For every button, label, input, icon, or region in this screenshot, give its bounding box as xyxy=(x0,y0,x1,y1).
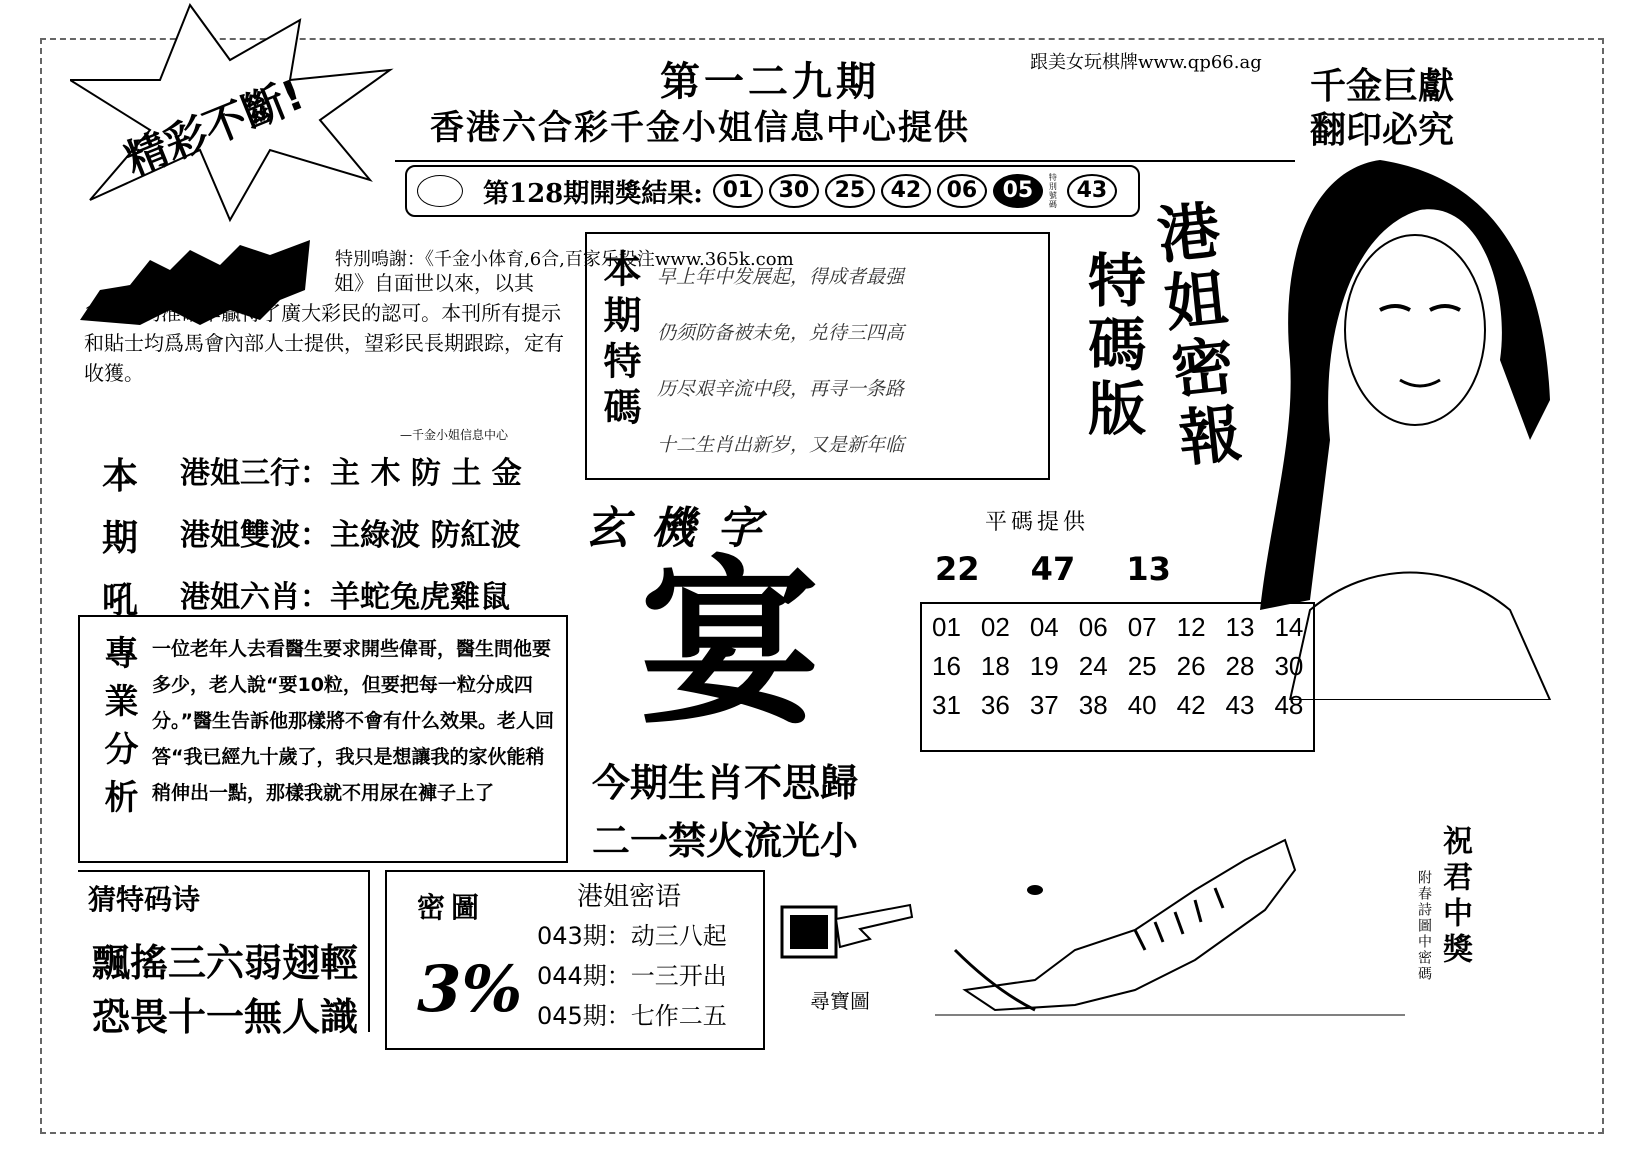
hint-label: 港姐雙波： xyxy=(180,518,330,553)
number-grid-row xyxy=(922,647,1313,686)
secret-row: 045期：七作二五 xyxy=(537,1002,727,1030)
number-grid-cell: 14 xyxy=(1274,612,1304,642)
treasure-label: 尋寶圖 xyxy=(810,989,870,1013)
result-number: 06 xyxy=(937,174,987,208)
intro-line-1: 特別鳴謝：《千金小体育,6合,百家乐投注www.365k.com xyxy=(335,249,794,270)
lottery-logo-icon xyxy=(417,175,463,207)
hints-list xyxy=(180,443,522,629)
poem-line: 十二生肖出新岁，又是新年临 xyxy=(657,434,905,456)
blessing-text: 祝君中獎 xyxy=(1437,825,1472,969)
secret-row: 043期：动三八起 xyxy=(537,922,727,950)
banner-text: 精彩不斷! xyxy=(118,69,311,186)
number-grid-cell: 26 xyxy=(1176,651,1206,681)
hint-value: 主 木 防 土 金 xyxy=(330,456,522,491)
secret-pic-label: 密圖 xyxy=(417,891,486,924)
special-number: 43 xyxy=(1067,174,1117,208)
number-grid-cell: 40 xyxy=(1127,690,1157,720)
number-grid-cell: 04 xyxy=(1029,612,1059,642)
result-bar-rule xyxy=(395,160,1295,162)
number-grid-cell: 43 xyxy=(1225,690,1255,720)
tiger-archer-image xyxy=(935,830,1405,1030)
number-grid-cell: 31 xyxy=(932,690,961,720)
result-bar xyxy=(405,165,1140,217)
flat-code-number: 22 xyxy=(935,550,980,588)
poem-box-title: 猜特码诗 xyxy=(88,883,201,916)
number-grid-cell: 28 xyxy=(1225,651,1255,681)
number-grid-cell: 02 xyxy=(980,612,1010,642)
special-code-title: 本期特碼 xyxy=(597,249,642,433)
zodiac-line-1: 今期生肖不思歸 xyxy=(592,761,859,805)
section-label-char: 期 xyxy=(102,517,139,559)
hint-value: 主綠波 防紅波 xyxy=(330,518,521,553)
result-number: 30 xyxy=(769,174,819,208)
flat-code-number: 47 xyxy=(1030,550,1076,588)
mystery-character: 宴 xyxy=(640,540,821,749)
provider-line: 香港六合彩千金小姐信息中心提供 xyxy=(430,108,970,148)
zodiac-line-2: 二一禁火流光小 xyxy=(592,819,859,863)
secret-pic-text: 3% xyxy=(417,952,523,1027)
number-grid-cell: 30 xyxy=(1274,651,1304,681)
poem-box-line-1: 飄搖三六弱翅輕 xyxy=(92,941,359,985)
hint-label: 港姐三行： xyxy=(180,456,330,491)
hint-row xyxy=(180,505,522,567)
issue-title: 第一二九期 xyxy=(660,58,880,105)
result-number: 05 xyxy=(993,174,1043,208)
number-grid-cell: 13 xyxy=(1225,612,1255,642)
blessing-subtext: 附春詩圖中密碼 xyxy=(1416,870,1432,982)
analysis-box xyxy=(78,615,568,863)
copyright-line-1: 千金巨獻 xyxy=(1310,66,1455,107)
secret-title: 港姐密语 xyxy=(577,882,682,912)
pointing-hand-icon xyxy=(780,895,920,965)
analysis-label: 專業分析 xyxy=(98,635,138,827)
number-grid-cell: 16 xyxy=(932,651,961,681)
special-code-poem xyxy=(657,249,904,473)
section-label-char: 本 xyxy=(102,455,139,497)
number-grid-row xyxy=(922,686,1313,725)
flat-code-number: 13 xyxy=(1126,550,1171,588)
poem-box xyxy=(78,870,370,1039)
poem-box-line-2: 恐畏十一無人識 xyxy=(92,995,359,1039)
special-code-box xyxy=(585,232,1050,480)
poem-line: 早上年中发展起，得成者最强 xyxy=(657,266,905,288)
number-grid-cell: 48 xyxy=(1274,690,1304,720)
mystery-title: 玄機字 xyxy=(585,503,783,554)
special-label: 特別號碼 xyxy=(1048,173,1057,209)
result-number: 42 xyxy=(881,174,931,208)
number-grid-cell: 18 xyxy=(980,651,1010,681)
number-grid-cell: 42 xyxy=(1176,690,1206,720)
number-grid-cell: 06 xyxy=(1078,612,1108,642)
hint-value: 羊蛇兔虎雞鼠 xyxy=(330,580,510,615)
number-grid xyxy=(920,602,1315,752)
number-grid-cell: 25 xyxy=(1127,651,1157,681)
number-grid-cell: 38 xyxy=(1078,690,1108,720)
analysis-text: 一位老年人去看醫生要求開些偉哥，醫生問他要多少，老人說“要10粒，但要把每一粒分成四分。”醫生告訴他那樣將不會有什么效果。老人回答“我已經九十歲了，我只是想讓我的家伙能稍稍伸出一點，那樣我就不用尿在褲子上了 xyxy=(152,638,554,804)
number-grid-cell: 19 xyxy=(1029,651,1059,681)
result-label: 第128期開獎結果: xyxy=(483,178,703,209)
result-number: 25 xyxy=(825,174,875,208)
secret-box xyxy=(385,870,765,1050)
side-title-2: 港姐密報 xyxy=(1143,196,1246,476)
secret-rows xyxy=(537,916,727,1036)
section-label-char: 吼 xyxy=(102,579,139,621)
side-title-1: 特碼版 xyxy=(1078,250,1146,442)
flat-code-numbers xyxy=(935,550,1171,588)
number-grid-table xyxy=(922,608,1313,725)
secret-row: 044期：一三开出 xyxy=(537,962,727,990)
number-grid-cell: 24 xyxy=(1078,651,1108,681)
number-grid-row xyxy=(922,608,1313,647)
number-grid-cell: 12 xyxy=(1176,612,1206,642)
website-promo: 跟美女玩棋牌www.qp66.ag xyxy=(1030,52,1262,73)
poem-line: 仍须防备被未免，兑待三四高 xyxy=(657,322,905,344)
hint-row xyxy=(180,443,522,505)
hint-label: 港姐六肖： xyxy=(180,580,330,615)
result-number: 01 xyxy=(713,174,763,208)
number-grid-cell: 01 xyxy=(932,612,961,642)
number-grid-cell: 37 xyxy=(1029,690,1059,720)
copyright-line-2: 翻印必究 xyxy=(1310,110,1455,151)
intro-body: 姐》自面世以來，以其100%的准確率贏得了廣大彩民的認可。本刊所有提示和貼士均爲馬會內部人士提供，望彩民長期跟踪，定有收獲。 xyxy=(84,271,564,385)
number-grid-cell: 07 xyxy=(1127,612,1157,642)
number-grid-cell: 36 xyxy=(980,690,1010,720)
section-label xyxy=(102,445,142,631)
poem-line: 历尽艰辛流中段，再寻一条路 xyxy=(657,378,905,400)
flat-code-label: 平碼提供 xyxy=(985,510,1090,535)
intro-signature: —千金小姐信息中心 xyxy=(400,428,509,442)
